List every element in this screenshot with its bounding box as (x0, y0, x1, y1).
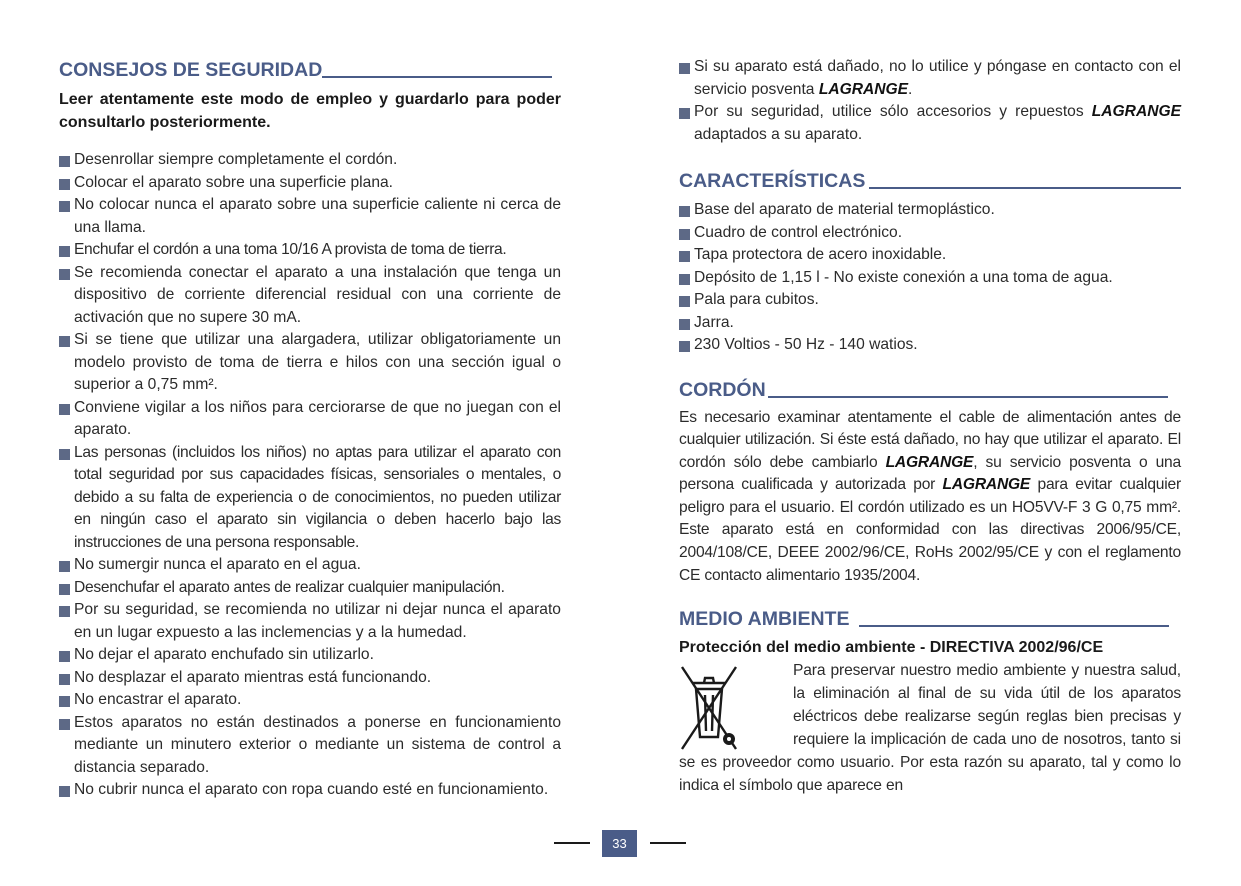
bullet-square-icon (59, 156, 70, 167)
list-item: No colocar nunca el aparato sobre una superficie caliente ni cerca de una llama. (59, 194, 561, 239)
list-item: Desenchufar el aparato antes de realizar cualquier manipulación. (59, 577, 561, 600)
list-item: Pala para cubitos. (679, 289, 1181, 312)
bullet-square-icon (679, 296, 690, 307)
bullet-square-icon (59, 336, 70, 347)
heading-rule (322, 76, 552, 78)
bullet-square-icon (679, 341, 690, 352)
bullet-square-icon (59, 696, 70, 707)
list-item: No cubrir nunca el aparato con ropa cuando esté en funcionamiento. (59, 779, 561, 802)
list-item: Si se tiene que utilizar una alargadera, utilizar obligatoriamente un modelo provisto de toma de tierra e hilos con una sección igual o superior a 0,75 mm². (59, 329, 561, 397)
bullet-square-icon (59, 269, 70, 280)
bullet-square-icon (59, 674, 70, 685)
left-column (59, 56, 561, 802)
bullet-square-icon (59, 584, 70, 595)
bullet-square-icon (679, 63, 690, 74)
bullet-square-icon (59, 561, 70, 572)
list-item: No sumergir nunca el aparato en el agua. (59, 554, 561, 577)
list-item: Jarra. (679, 312, 1181, 335)
page-number: 33 (602, 830, 637, 857)
bullet-square-icon (59, 246, 70, 257)
features-heading: CARACTERÍSTICAS (679, 167, 1181, 193)
service-list (679, 56, 1181, 146)
bullet-square-icon (59, 179, 70, 190)
list-item: Se recomienda conectar el aparato a una instalación que tenga un dispositivo de corriente diferencial residual con una corriente de activación que no supere 30 mA. (59, 262, 561, 330)
bullet-square-icon (59, 786, 70, 797)
bullet-square-icon (59, 404, 70, 415)
list-item: Cuadro de control electrónico. (679, 222, 1181, 245)
bullet-square-icon (679, 206, 690, 217)
list-item: Por su seguridad, se recomienda no utilizar ni dejar nunca el aparato en un lugar expuesto a las inclemencias y a la humedad. (59, 599, 561, 644)
environment-subheading: Protección del medio ambiente - DIRECTIVA 2002/96/CE (679, 639, 1104, 657)
bullet-square-icon (679, 274, 690, 285)
bullet-square-icon (59, 201, 70, 212)
list-item: Si su aparato está dañado, no lo utilice y póngase en contacto con el servicio posventa LAGRANGE. (679, 56, 1181, 101)
bullet-square-icon (679, 108, 690, 119)
footer-divider (650, 842, 686, 844)
bullet-square-icon (59, 606, 70, 617)
list-item: No encastrar el aparato. (59, 689, 561, 712)
list-item: Desenrollar siempre completamente el cordón. (59, 149, 561, 172)
footer-divider (554, 842, 590, 844)
environment-paragraph: Para preservar nuestro medio ambiente y nuestra salud, la eliminación al final de su vida útil de los aparatos eléctricos debe realizarse según reglas bien precisas y requiere la implicación de cada uno de nosotros, tanto si se es proveedor como usuario. Por esta razón su aparato, tal y como lo indica el símbolo que aparece en (679, 662, 1181, 795)
cord-paragraph: Es necesario examinar atentamente el cable de alimentación antes de cualquier utilización. Si éste está dañado, no hay que utilizar el aparato. El cordón sólo debe cambiarlo LAGRANGE, su servicio posventa o una persona cualificada y autorizada por LAGRANGE para evitar cualquier peligro para el usuario. El cordón utilizado es un HO5VV-F 3 G 0,75 mm². Este aparato está en conformidad con las directivas 2006/95/CE, 2004/108/CE, DEEE 2002/96/CE, RoHs 2002/95/CE y con el reglamento CE contacto alimentario 1935/2004. (679, 408, 1181, 584)
list-item: No desplazar el aparato mientras está funcionando. (59, 667, 561, 690)
list-item: Enchufar el cordón a una toma 10/16 A provista de toma de tierra. (59, 239, 561, 262)
cord-heading: CORDÓN (679, 376, 1181, 402)
heading-rule (859, 625, 1169, 627)
list-item: Base del aparato de material termoplástico. (679, 199, 1181, 222)
weee-block (679, 659, 1181, 797)
environment-heading: MEDIO AMBIENTE (679, 605, 1181, 631)
list-item: Estos aparatos no están destinados a ponerse en funcionamiento mediante un minutero exterior o mediante un sistema de control a distancia separado. (59, 712, 561, 780)
bullet-square-icon (59, 719, 70, 730)
brand-name: LAGRANGE (818, 80, 909, 98)
list-item: Las personas (incluidos los niños) no aptas para utilizar el aparato con total seguridad por sus capacidades físicas, sensoriales o mentales, o debido a su falta de experiencia o de conocimientos, no pueden utilizar en ningún caso el aparato sin vigilancia o deben hacerlo bajo las instrucciones de una persona responsable. (59, 442, 561, 555)
heading-rule (768, 396, 1168, 398)
safety-list (59, 149, 561, 802)
safety-intro: Leer atentamente este modo de empleo y guardarlo para poder consultarlo posteriormente. (59, 91, 561, 131)
brand-name: LAGRANGE (1091, 103, 1181, 120)
list-item: 230 Voltios - 50 Hz - 140 watios. (679, 334, 1181, 357)
list-item: Por su seguridad, utilice sólo accesorios y repuestos LAGRANGE adaptados a su aparato. (679, 101, 1181, 146)
page-footer (0, 830, 1241, 858)
features-list (679, 199, 1181, 357)
bullet-square-icon (59, 651, 70, 662)
list-item: Depósito de 1,15 l - No existe conexión a una toma de agua. (679, 267, 1181, 290)
bullet-square-icon (679, 229, 690, 240)
heading-rule (869, 187, 1181, 189)
bullet-square-icon (679, 319, 690, 330)
list-item: Tapa protectora de acero inoxidable. (679, 244, 1181, 267)
right-column (679, 56, 1181, 797)
crossed-bin-icon (679, 663, 739, 753)
bullet-square-icon (59, 449, 70, 460)
brand-name: LAGRANGE (942, 476, 1031, 494)
bullet-square-icon (679, 251, 690, 262)
safety-heading: CONSEJOS DE SEGURIDAD (59, 56, 561, 82)
list-item: Conviene vigilar a los niños para cerciorarse de que no juegan con el aparato. (59, 397, 561, 442)
list-item: No dejar el aparato enchufado sin utilizarlo. (59, 644, 561, 667)
brand-name: LAGRANGE (885, 453, 974, 471)
list-item: Colocar el aparato sobre una superficie plana. (59, 172, 561, 195)
